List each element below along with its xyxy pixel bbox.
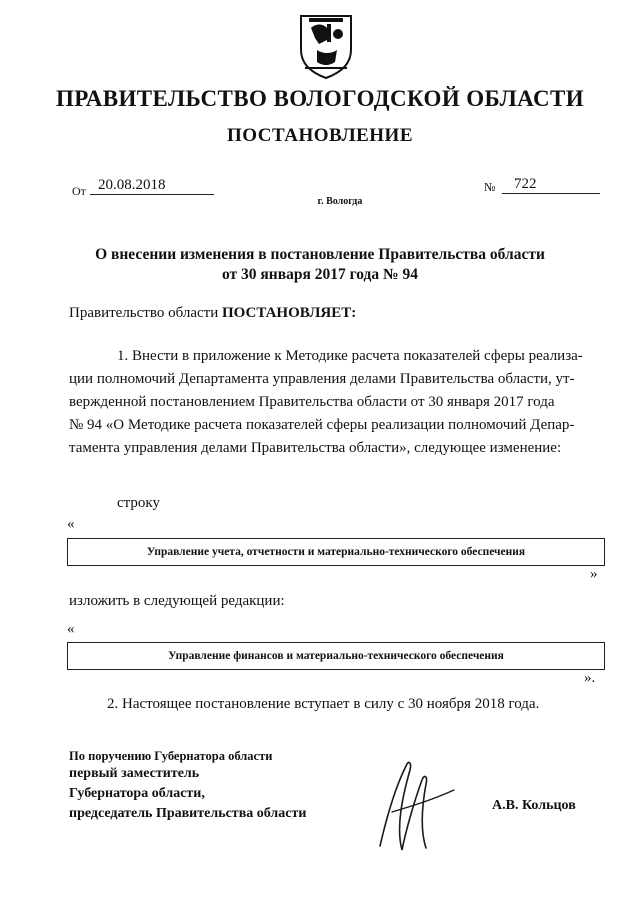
organization-title: ПРАВИТЕЛЬСТВО ВОЛОГОДСКОЙ ОБЛАСТИ bbox=[55, 86, 585, 111]
row-word: строку bbox=[117, 495, 160, 511]
decree-keyword: ПОСТАНОВЛЯЕТ: bbox=[221, 305, 357, 321]
table-new-row bbox=[67, 642, 605, 670]
table-new-cell: Управление финансов и материально-технического обеспечения bbox=[168, 650, 504, 662]
signatory-block bbox=[69, 748, 306, 824]
document-date: 20.08.2018 bbox=[90, 177, 214, 195]
city: г. Вологда bbox=[317, 196, 363, 207]
item-1-line: ции полномочий Департамента управления делами Правительства области, ут- bbox=[69, 371, 575, 387]
subject-line-1: О внесении изменения в постановление Правительства области bbox=[95, 246, 545, 263]
document-subject bbox=[0, 245, 640, 285]
item-1-line: 1. Внести в приложение к Методике расчета показателей сферы реализа- bbox=[117, 348, 583, 364]
decree-prefix: Правительство области bbox=[69, 305, 222, 321]
coat-of-arms-icon bbox=[297, 10, 355, 80]
open-quote-2: « bbox=[67, 621, 75, 637]
signatory-line-4: председатель Правительства области bbox=[69, 806, 307, 821]
table-old-cell: Управление учета, отчетности и материально-технического обеспечения bbox=[146, 546, 526, 558]
signatory-name: А.В. Кольцов bbox=[492, 798, 576, 813]
subject-line-2: от 30 января 2017 года № 94 bbox=[222, 266, 418, 283]
document-type: ПОСТАНОВЛЕНИЕ bbox=[226, 125, 414, 146]
open-quote: « bbox=[67, 516, 75, 532]
handwritten-signature-icon bbox=[372, 750, 462, 860]
close-quote-final: ». bbox=[584, 670, 596, 686]
number-label: № bbox=[484, 180, 496, 194]
item-1-line: тамента управления делами Правительства области», следующее изменение: bbox=[69, 440, 562, 456]
signatory-line-2: первый заместитель bbox=[69, 766, 200, 781]
decree-statement bbox=[69, 302, 356, 325]
table-old-row bbox=[67, 538, 605, 566]
document-number: 722 bbox=[502, 176, 600, 194]
replace-instruction: изложить в следующей редакции: bbox=[69, 593, 285, 609]
signatory-line-3: Губернатора области, bbox=[69, 786, 205, 801]
signatory-line-1: По поручению Губернатора области bbox=[69, 749, 273, 763]
item-1-line: вержденной постановлением Правительства области от 30 января 2017 года bbox=[69, 394, 555, 410]
close-quote: » bbox=[590, 566, 598, 582]
item-2: 2. Настоящее постановление вступает в силу с 30 ноября 2018 года. bbox=[107, 696, 540, 712]
item-1 bbox=[69, 345, 600, 460]
item-1-line: № 94 «О Методике расчета показателей сферы реализации полномочий Депар- bbox=[69, 417, 575, 433]
date-label: От bbox=[72, 184, 86, 198]
